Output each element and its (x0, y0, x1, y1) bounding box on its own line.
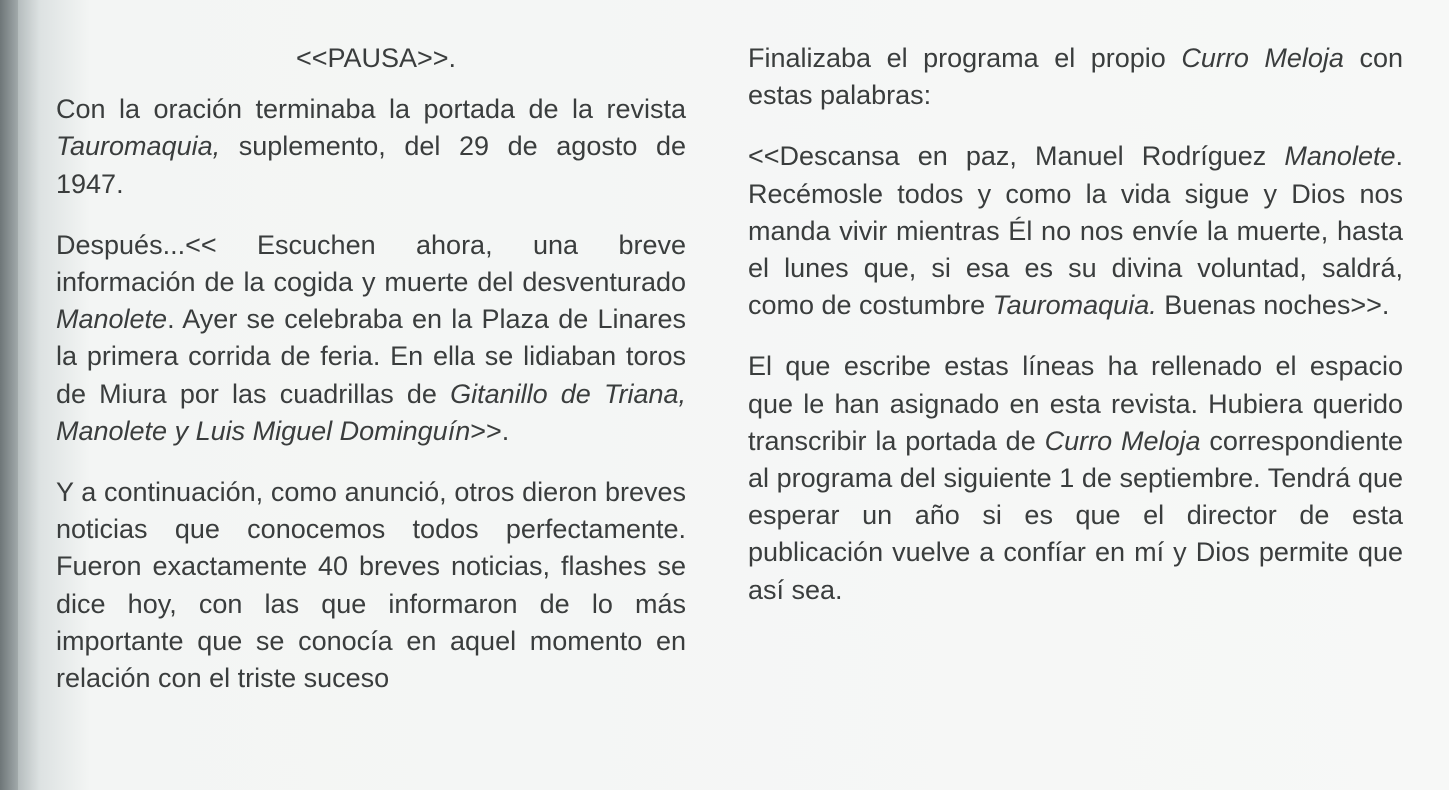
paragraph-despues (56, 227, 686, 450)
text-segment: <<Descansa en paz, Manuel Rodríguez (748, 141, 1285, 172)
text-segment: suplemento, del 29 de agosto de 1947. (56, 131, 686, 199)
text-segment: El que escribe estas líneas ha rellenado el espacio que le han asignado en esta revista. Hubiera querido transcribir la portada de (748, 351, 1403, 456)
italic-curro-meloja: Curro Meloja (1044, 425, 1201, 456)
italic-manolete: Manolete (56, 304, 168, 335)
text-segment: . Recémosle todos y como la vida sigue y Dios nos manda vivir mientras Él no nos envíe la muerte, hasta el lunes que, si esa es su divina voluntad, saldrá, como de costumbre (748, 141, 1403, 321)
left-column (56, 40, 686, 721)
text-segment: Buenas noches>>. (1156, 290, 1390, 321)
text-segment: con estas palabras: (748, 43, 1403, 111)
italic-toreros: Gitanillo de Triana, Manolete y Luis Miguel Dominguín (56, 378, 686, 446)
text-segment: Finalizaba el programa el propio (748, 43, 1182, 73)
text-segment: . Ayer se celebraba en la Plaza de Linares la primera corrida de feria. En ella se lidiaban toros de Miura por las cuadrillas de (56, 304, 686, 409)
text-segment: correspondiente al programa del siguiente 1 de septiembre. Tendrá que esperar un año si es que el director de esta publicación vuelve a confíar en mí y Dios permite que así sea. (748, 425, 1403, 605)
italic-tauromaquia: Tauromaquia. (992, 290, 1157, 321)
text-segment: Con la oración terminaba la portada de la revista (56, 94, 686, 125)
italic-curro-meloja: Curro Meloja (1181, 43, 1344, 73)
paragraph-descansa (748, 138, 1403, 324)
book-spine-shadow (0, 0, 18, 790)
text-segment: Después...<< Escuchen ahora, una breve información de la cogida y muerte del desventurado (56, 229, 686, 298)
paragraph-continuacion: Y a continuación, como anunció, otros dieron breves noticias que conocemos todos perfectamente. Fueron exactamente 40 breves noticias, flashes se dice hoy, con las que informaron de lo más importante que se conocía en aquel momento en relación con el triste suceso (56, 477, 686, 694)
text-segment: >>. (470, 415, 510, 446)
paragraph-finalizaba (748, 40, 1403, 114)
paragraph-el-que-escribe (748, 348, 1403, 608)
italic-manolete: Manolete (1284, 141, 1396, 172)
paragraph-oracion (56, 91, 686, 203)
pausa-heading: <<PAUSA>>. (295, 43, 457, 73)
italic-tauromaquia: Tauromaquia, (56, 131, 221, 162)
right-column (748, 40, 1403, 633)
